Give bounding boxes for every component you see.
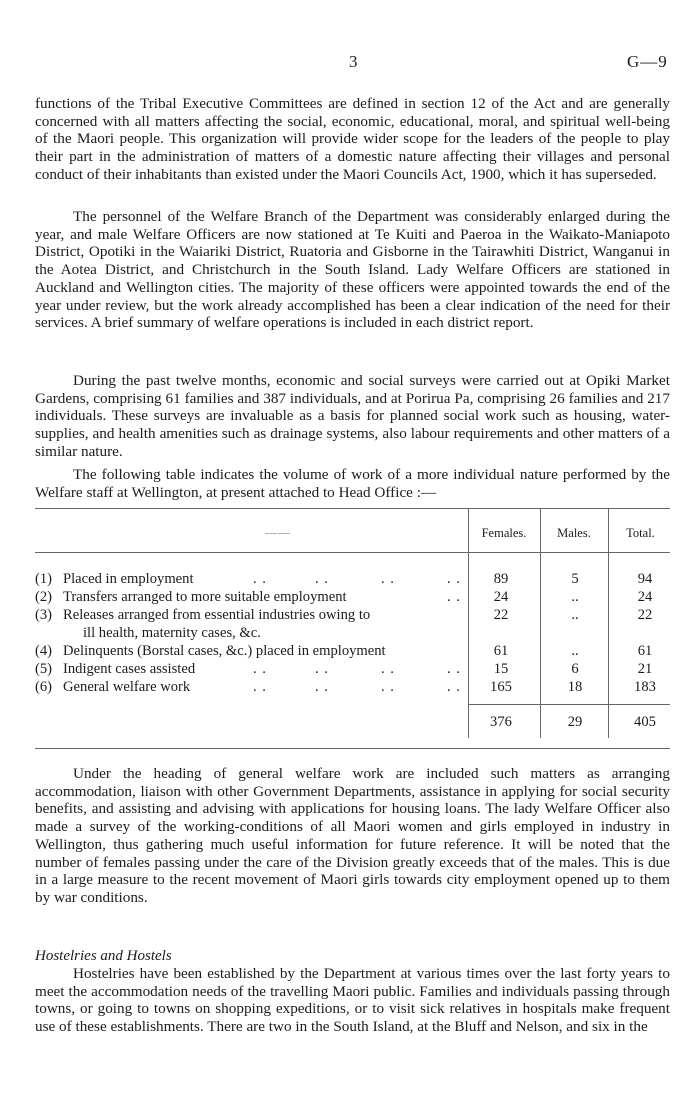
total-value: 24 bbox=[637, 589, 653, 605]
females-value: 61 bbox=[493, 643, 509, 659]
totals-row bbox=[35, 714, 670, 732]
paragraph-text: functions of the Tribal Executive Committees are defined in section 12 of the Act and are generally concerned with all matters affecting the social, economic, educational, moral, and spiritual well-being of the Maori people. This organization will provide wider scope for the leaders of the people to play their part in the administration of matters of a domestic nature affecting their villages and personal conduct of their inhabitants than existed under the Maori Councils Act, 1900, which it has superseded. bbox=[35, 95, 670, 183]
totals-rule bbox=[468, 704, 670, 705]
page-number: 3 bbox=[349, 52, 358, 71]
row-label: Placed in employment bbox=[63, 571, 194, 587]
column-header-total: Total. bbox=[626, 526, 655, 540]
column-header-males: Males. bbox=[557, 526, 591, 540]
females-value: 165 bbox=[490, 679, 512, 695]
row-number: (6) bbox=[35, 679, 53, 695]
paragraph-6 bbox=[35, 965, 670, 1036]
table-row bbox=[35, 589, 670, 607]
row-label: Releases arranged from essential industries owing to bbox=[63, 607, 371, 623]
females-value: 15 bbox=[493, 661, 509, 677]
females-value: 24 bbox=[493, 589, 509, 605]
paragraph-text: The personnel of the Welfare Branch of the Department was considerably enlarged during the year, and male Welfare Officers are now stationed at Te Kuiti and Paeroa in the Waikato-Maniapoto District, Opotiki in the Waiariki District, Ruatoria and Gisborne in the Tairawhiti District, Wanganui in the Aotea District, and Christchurch in the South Island. Lady Welfare Officers are stationed in Auckland and Wellington cities. The majority of these officers were appointed towards the end of the year under review, but the work already accomplished has been a clear indication of the need for their services. A brief summary of welfare operations is included in each district report. bbox=[35, 208, 670, 332]
table-row bbox=[35, 607, 670, 625]
males-value: 18 bbox=[567, 679, 583, 695]
row-label: General welfare work bbox=[63, 679, 191, 695]
leader-dots: . . bbox=[447, 589, 461, 605]
table-bottom-rule bbox=[35, 748, 670, 749]
females-total: 376 bbox=[490, 714, 512, 730]
row-number: (5) bbox=[35, 661, 53, 677]
stub-header: —— bbox=[265, 525, 291, 539]
females-value: 89 bbox=[493, 571, 509, 587]
row-label: Indigent cases assisted bbox=[63, 661, 196, 677]
total-value: 22 bbox=[637, 607, 653, 623]
paragraph-text: Under the heading of general welfare work are included such matters as arranging accommodation, liaison with other Government Departments, assistance in applying for social security benefits, and assisting and advising with applications for housing loans. The lady Welfare Officer also made a survey of the working-conditions of all Maori women and girls employed in industry in Wellington, thus gathering much useful information for future reference. It will be noted that the number of females passing under the care of the Division greatly exceeds that of the males. This is due in a large measure to the recent movement of Maori girls towards city employment opened up to them by war conditions. bbox=[35, 765, 670, 906]
table-row-continuation bbox=[35, 625, 670, 643]
row-label: Transfers arranged to more suitable employment bbox=[63, 589, 347, 605]
paragraph-text: The following table indicates the volume of work of a more individual nature performed by the Welfare staff at Wellington, at present attached to Head Office :— bbox=[35, 466, 670, 501]
column-header-females: Females. bbox=[481, 526, 527, 540]
males-total: 29 bbox=[567, 714, 583, 730]
paragraph-3 bbox=[35, 372, 670, 461]
total-value: 94 bbox=[637, 571, 653, 587]
total-value: 21 bbox=[637, 661, 653, 677]
column-divider bbox=[540, 508, 541, 552]
column-divider bbox=[468, 508, 469, 552]
females-value: 22 bbox=[493, 607, 509, 623]
table-row bbox=[35, 571, 670, 589]
welfare-work-table bbox=[35, 508, 670, 750]
document-reference: G—9 bbox=[627, 52, 668, 71]
table-row bbox=[35, 679, 670, 697]
paragraph-4 bbox=[35, 466, 670, 501]
males-value: .. bbox=[571, 607, 579, 623]
table-top-rule bbox=[35, 508, 670, 509]
males-value: 6 bbox=[571, 661, 579, 677]
column-divider bbox=[608, 508, 609, 552]
table-header-rule bbox=[35, 552, 670, 553]
grand-total: 405 bbox=[634, 714, 656, 730]
males-value: .. bbox=[571, 589, 579, 605]
row-label: Delinquents (Borstal cases, &c.) placed in employment bbox=[63, 643, 386, 659]
row-number: (2) bbox=[35, 589, 53, 605]
leader-dots: . . . . . . . . bbox=[253, 571, 461, 587]
row-number: (3) bbox=[35, 607, 53, 623]
total-value: 61 bbox=[637, 643, 653, 659]
table-row bbox=[35, 661, 670, 679]
paragraph-5 bbox=[35, 765, 670, 907]
row-label-continuation: ill health, maternity cases, &c. bbox=[83, 625, 261, 641]
paragraph-2 bbox=[35, 208, 670, 332]
paragraph-text: Hostelries have been established by the Department at various times over the last forty years to meet the accommodation needs of the travelling Maori public. Families and individuals passing through towns, or going to towns on shopping expeditions, or to visit sick relatives in hospitals make frequent use of these establishments. There are two in the South Island, at the Bluff and Nelson, and six in the bbox=[35, 965, 670, 1036]
leader-dots: . . . . . . . . bbox=[253, 679, 461, 695]
total-value: 183 bbox=[634, 679, 656, 695]
leader-dots: . . . . . . . . bbox=[253, 661, 461, 677]
row-number: (4) bbox=[35, 643, 53, 659]
paragraph-1 bbox=[35, 95, 670, 184]
row-number: (1) bbox=[35, 571, 53, 587]
males-value: .. bbox=[571, 643, 579, 659]
paragraph-text: During the past twelve months, economic and social surveys were carried out at Opiki Market Gardens, comprising 61 families and 387 individuals, and at Porirua Pa, comprising 26 families and 217 individuals. These surveys are invaluable as a basis for planned social work such as housing, water-supplies, and health amenities such as drainage systems, also labour requirements and other matters of a similar nature. bbox=[35, 372, 670, 460]
males-value: 5 bbox=[571, 571, 579, 587]
table-row bbox=[35, 643, 670, 661]
section-subheading: Hostelries and Hostels bbox=[35, 948, 172, 964]
